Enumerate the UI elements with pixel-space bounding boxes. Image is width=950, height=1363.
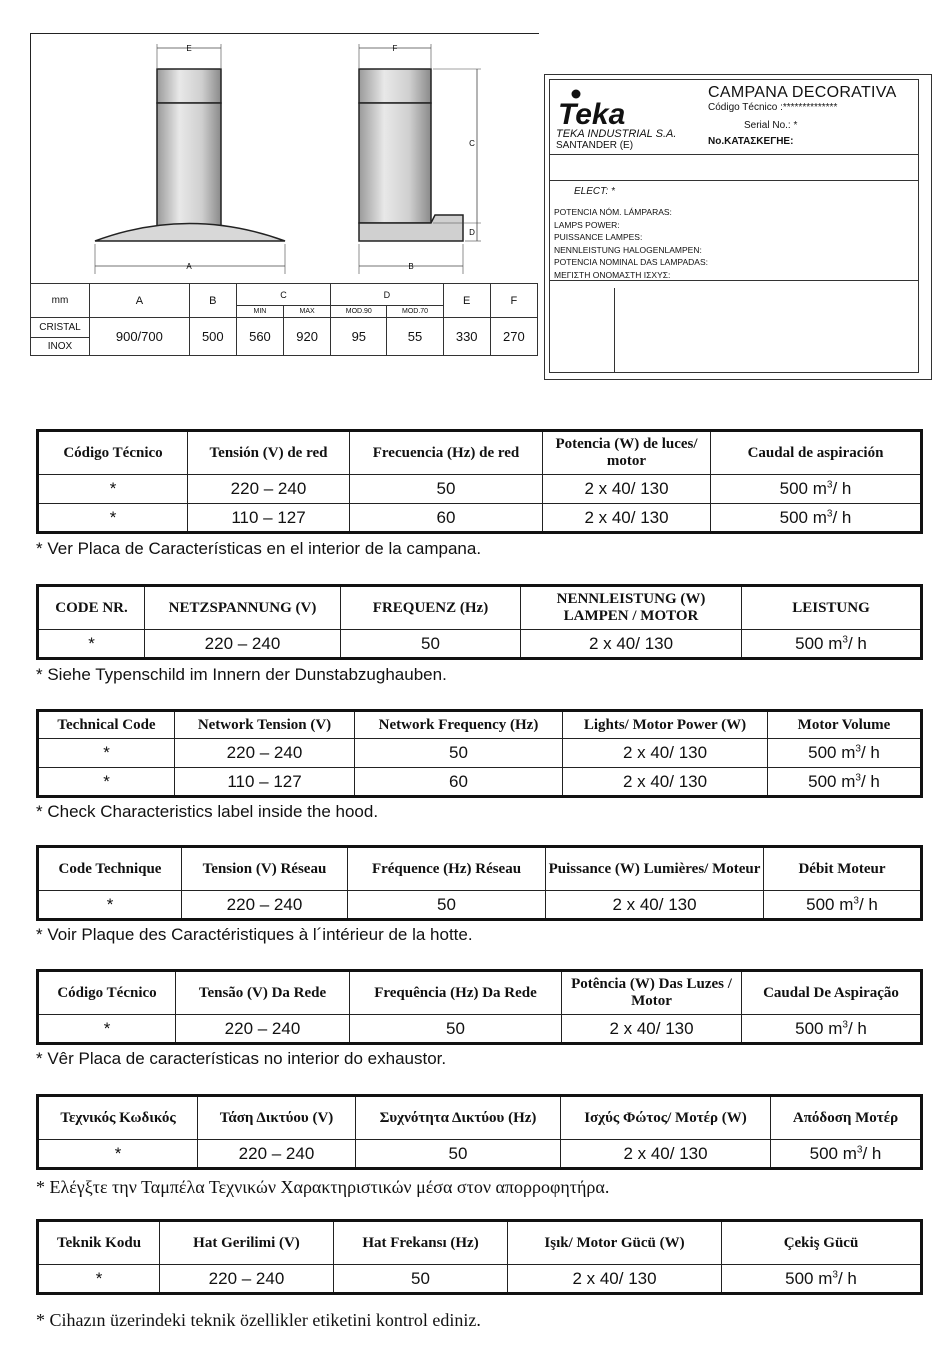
code-cell: *: [38, 475, 188, 504]
power-cell: 2 x 40/ 130: [508, 1265, 722, 1294]
header-cell: Τεχνικός Κωδικός: [38, 1096, 198, 1140]
spec-table-en: [36, 709, 923, 798]
flow-cell: 500 $m^3/$ h: [742, 630, 922, 659]
front-canopy: [95, 224, 285, 242]
spec-table-es: [36, 429, 923, 534]
header-cell: Código Técnico: [38, 431, 188, 475]
note-de: * Siehe Typenschild im Innern der Dunstabzughauben.: [36, 665, 447, 684]
spec-table-tr: [36, 1219, 923, 1295]
code-cell: *: [38, 1015, 176, 1044]
note-tr: * Cihazın üzerindeki teknik özellikler etiketini kontrol ediniz.: [36, 1310, 481, 1330]
plate-lamp-line: PUISSANCE LAMPES:: [554, 232, 643, 242]
power-cell: 2 x 40/ 130: [543, 504, 711, 533]
rating-plate: [544, 74, 932, 380]
voltage-cell: 220 – 240: [145, 630, 341, 659]
table-row: [38, 739, 922, 768]
dim-value-e: 330: [443, 318, 490, 356]
header-cell: Απόδοση Μοτέρ: [771, 1096, 922, 1140]
header-cell: Fréquence (Hz) Réseau: [348, 847, 546, 891]
header-cell: NETZSPANNUNG (V): [145, 586, 341, 630]
dim-header-e: E: [443, 284, 490, 318]
front-chimney-lower: [157, 103, 221, 238]
side-chimney-lower: [359, 103, 431, 223]
plate-divider: [550, 180, 918, 181]
header-cell: Teknik Kodu: [38, 1221, 160, 1265]
plate-divider: [550, 154, 918, 155]
flow-cell: 500 $m^3/$ h: [742, 1015, 922, 1044]
plate-divider-vertical: [614, 288, 615, 372]
spec-table-pt: [36, 969, 923, 1045]
dim-label-f: F: [392, 44, 398, 53]
code-cell: *: [38, 630, 145, 659]
voltage-cell: 220 – 240: [175, 739, 355, 768]
frequency-cell: 50: [356, 1140, 561, 1169]
header-cell: CODE NR.: [38, 586, 145, 630]
dim-sub-c-max: MAX: [284, 306, 331, 318]
plate-greek-serial: No.ΚΑΤΑΣΚΕΓΗΕ:: [708, 136, 794, 147]
header-cell: Συχνότητα Δικτύου (Hz): [356, 1096, 561, 1140]
plate-divider: [550, 280, 918, 281]
flow-cell: 500 $m^3/$ h: [711, 504, 922, 533]
voltage-cell: 220 – 240: [182, 891, 348, 920]
flow-cell: 500 $m^3/$ h: [711, 475, 922, 504]
header-cell: FREQUENZ (Hz): [341, 586, 521, 630]
header-cell: Çekiş Gücü: [722, 1221, 922, 1265]
dim-header-f: F: [490, 284, 537, 318]
dim-value-a: 900/700: [90, 318, 190, 356]
table-row: [38, 1015, 922, 1044]
note-fr: * Voir Plaque des Caractéristiques à l´intérieur de la hotte.: [36, 925, 473, 944]
dimension-table: [30, 283, 538, 356]
frequency-cell: 50: [341, 630, 521, 659]
dim-sub-c-min: MIN: [236, 306, 283, 318]
note-el: * Ελέγξτε την Ταμπέλα Τεχνικών Χαρακτηριστικών μέσα στον απορροφητήρα.: [36, 1177, 610, 1197]
frequency-cell: 60: [350, 504, 543, 533]
header-cell: Technical Code: [38, 711, 175, 739]
header-cell: Potência (W) Das Luzes / Motor: [562, 971, 742, 1015]
plate-elect: ELECT: *: [574, 186, 615, 197]
plate-code: Código Técnico :**************: [708, 102, 838, 113]
header-cell: Potencia (W) de luces/ motor: [543, 431, 711, 475]
table-row: [38, 1140, 922, 1169]
dim-header-d: D: [331, 284, 443, 306]
dim-value-c-min: 560: [236, 318, 283, 356]
dim-row-inox: INOX: [31, 338, 90, 356]
note-es: * Ver Placa de Características en el interior de la campana.: [36, 539, 482, 558]
table-row: [38, 891, 922, 920]
voltage-cell: 220 – 240: [160, 1265, 334, 1294]
dim-value-d-mod70: 55: [387, 318, 443, 356]
dim-sub-d-mod90: MOD.90: [331, 306, 387, 318]
spec-table-fr: [36, 845, 923, 921]
code-cell: *: [38, 1140, 198, 1169]
header-cell: Ισχύς Φώτος/ Μοτέρ (W): [561, 1096, 771, 1140]
power-cell: 2 x 40/ 130: [521, 630, 742, 659]
spec-table-de: [36, 584, 923, 660]
table-row: [38, 1265, 922, 1294]
voltage-cell: 220 – 240: [188, 475, 350, 504]
dim-header-mm: mm: [31, 284, 90, 318]
frequency-cell: 60: [355, 768, 563, 797]
header-cell: Código Técnico: [38, 971, 176, 1015]
hood-dimension-diagram: [31, 34, 539, 284]
spec-table-el: [36, 1094, 923, 1170]
frequency-cell: 50: [348, 891, 546, 920]
plate-lamp-list: [554, 206, 708, 281]
header-cell: Tension (V) Réseau: [182, 847, 348, 891]
flow-cell: 500 $m^3/$ h: [764, 891, 922, 920]
code-cell: *: [38, 891, 182, 920]
frequency-cell: 50: [350, 475, 543, 504]
dim-header-a: A: [90, 284, 190, 318]
code-cell: *: [38, 1265, 160, 1294]
voltage-cell: 220 – 240: [176, 1015, 350, 1044]
flow-cell: 500 $m^3/$ h: [768, 739, 922, 768]
plate-lamp-line: LAMPS POWER:: [554, 219, 620, 230]
header-cell: Τάση Δικτύου (V): [198, 1096, 356, 1140]
power-cell: 2 x 40/ 130: [561, 1140, 771, 1169]
header-cell: Débit Moteur: [764, 847, 922, 891]
plate-company: TEKA INDUSTRIAL S.A.: [556, 128, 677, 140]
header-cell: Caudal de aspiración: [711, 431, 922, 475]
plate-lamp-line: NENNLEISTUNG HALOGENLAMPEN:: [554, 244, 702, 255]
code-cell: *: [38, 739, 175, 768]
dim-sub-d-mod70: MOD.70: [387, 306, 443, 318]
table-row: [38, 768, 922, 797]
power-cell: 2 x 40/ 130: [543, 475, 711, 504]
header-cell: NENNLEISTUNG (W) LAMPEN / MOTOR: [521, 586, 742, 630]
dim-value-b: 500: [189, 318, 236, 356]
note-en: * Check Characteristics label inside the hood.: [36, 802, 379, 821]
voltage-cell: 110 – 127: [175, 768, 355, 797]
hood-drawing: [30, 33, 539, 284]
power-cell: 2 x 40/ 130: [563, 768, 768, 797]
side-chimney-upper: [359, 69, 431, 103]
voltage-cell: 110 – 127: [188, 504, 350, 533]
power-cell: 2 x 40/ 130: [546, 891, 764, 920]
plate-city: SANTANDER (E): [556, 140, 634, 151]
frequency-cell: 50: [350, 1015, 562, 1044]
dim-label-b: B: [408, 262, 414, 271]
flow-cell: 500 $m^3/$ h: [771, 1140, 922, 1169]
front-chimney-upper: [157, 69, 221, 103]
dim-label-e: E: [186, 44, 192, 53]
dim-label-d: D: [469, 228, 475, 237]
header-cell: Frecuencia (Hz) de red: [350, 431, 543, 475]
voltage-cell: 220 – 240: [198, 1140, 356, 1169]
plate-title: CAMPANA DECORATIVA: [708, 84, 897, 101]
teka-logo: [556, 88, 630, 128]
rating-plate-inner: [549, 79, 919, 373]
header-cell: Puissance (W) Lumières/ Moteur: [546, 847, 764, 891]
header-cell: Hat Frekansı (Hz): [334, 1221, 508, 1265]
header-cell: Network Frequency (Hz): [355, 711, 563, 739]
code-cell: *: [38, 504, 188, 533]
table-row: [38, 630, 922, 659]
dim-value-f: 270: [490, 318, 537, 356]
header-cell: Motor Volume: [768, 711, 922, 739]
header-cell: Network Tension (V): [175, 711, 355, 739]
frequency-cell: 50: [355, 739, 563, 768]
dim-value-c-max: 920: [284, 318, 331, 356]
code-cell: *: [38, 768, 175, 797]
power-cell: 2 x 40/ 130: [563, 739, 768, 768]
table-row: [38, 504, 922, 533]
flow-cell: 500 $m^3/$ h: [768, 768, 922, 797]
header-cell: Hat Gerilimi (V): [160, 1221, 334, 1265]
table-row: [38, 475, 922, 504]
header-cell: Işık/ Motor Gücü (W): [508, 1221, 722, 1265]
flow-cell: 500 $m^3/$ h: [722, 1265, 922, 1294]
power-cell: 2 x 40/ 130: [562, 1015, 742, 1044]
plate-serial: Serial No.: *: [744, 120, 798, 131]
dim-label-a: A: [186, 262, 192, 271]
dim-row-cristal: CRISTAL: [31, 318, 90, 338]
header-cell: Tensão (V) Da Rede: [176, 971, 350, 1015]
header-cell: LEISTUNG: [742, 586, 922, 630]
header-cell: Code Technique: [38, 847, 182, 891]
frequency-cell: 50: [334, 1265, 508, 1294]
header-cell: Lights/ Motor Power (W): [563, 711, 768, 739]
dim-header-c: C: [236, 284, 330, 306]
plate-lamp-line: POTENCIA NÓM. LÁMPARAS:: [554, 207, 672, 217]
dim-header-b: B: [189, 284, 236, 318]
plate-lamp-line: POTENCIA NOMINAL DAS LAMPADAS:: [554, 257, 708, 267]
header-cell: Frequência (Hz) Da Rede: [350, 971, 562, 1015]
note-pt: * Vêr Placa de características no interior do exhaustor.: [36, 1049, 447, 1068]
plate-lamp-line: ΜΕΓΙΣΤΗ ΟΝΟΜΑΣΤΗ ΙΣΧΥΣ:: [554, 269, 671, 280]
header-cell: Caudal De Aspiração: [742, 971, 922, 1015]
dim-value-d-mod90: 95: [331, 318, 387, 356]
svg-text:Teka: Teka: [558, 98, 626, 128]
header-cell: Tensión (V) de red: [188, 431, 350, 475]
dim-label-c: C: [469, 139, 475, 148]
